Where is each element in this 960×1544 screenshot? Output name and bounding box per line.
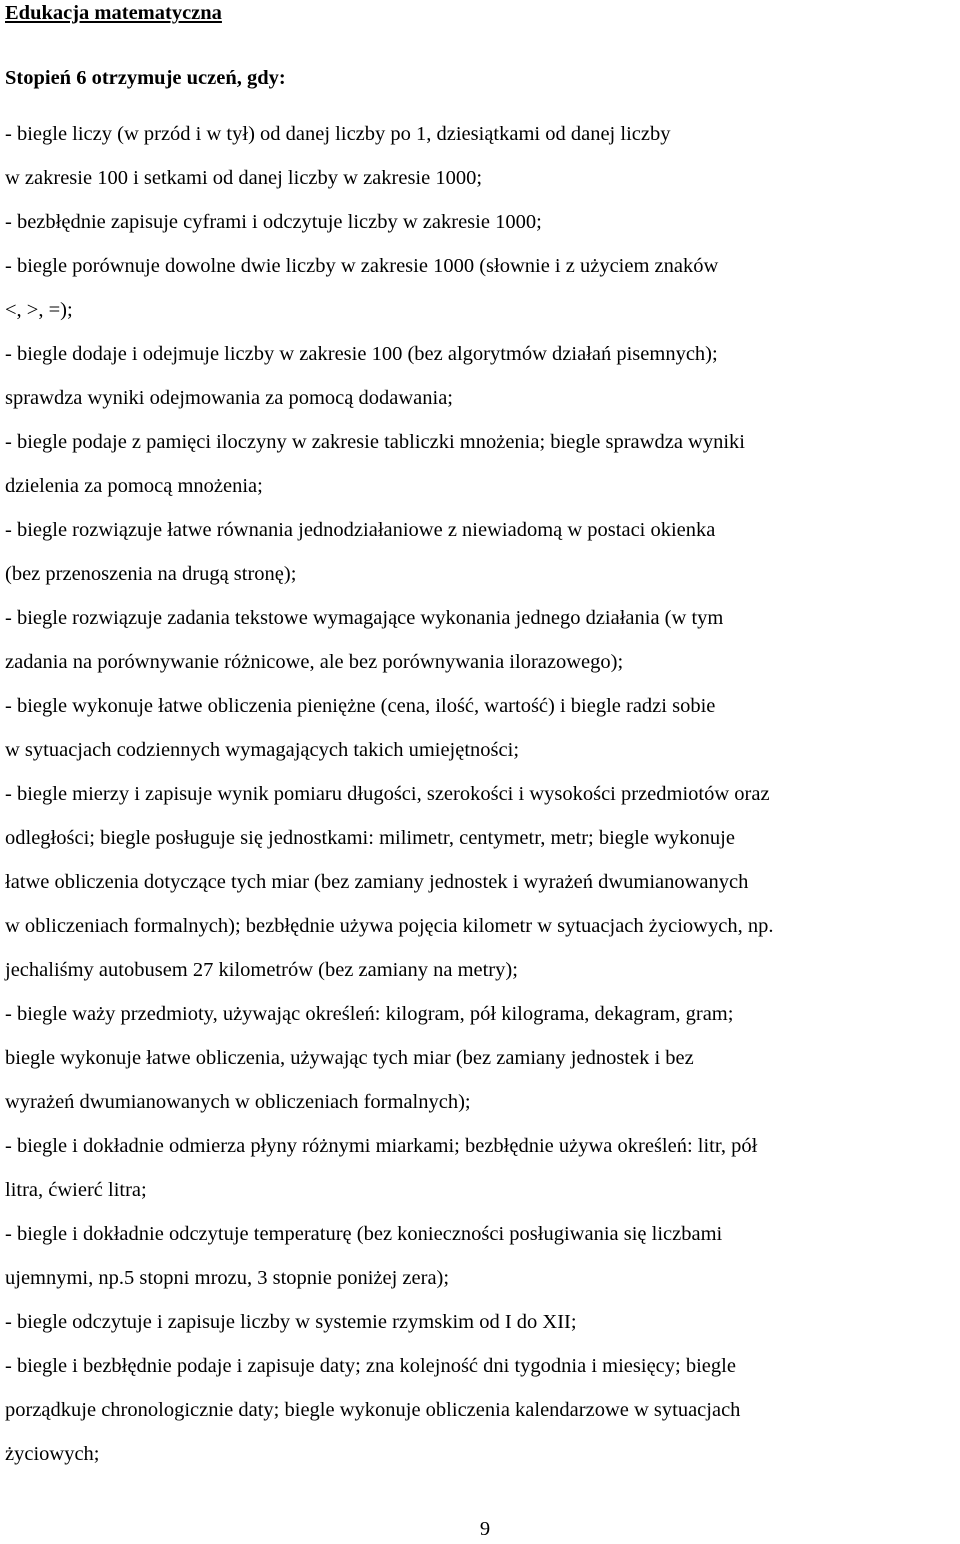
text-line: życiowych; [5,1443,100,1465]
text-line: - biegle waży przedmioty, używając określeń: kilogram, pół kilograma, dekagram, gram; [5,1003,734,1025]
text-line: - biegle wykonuje łatwe obliczenia pieniężne (cena, ilość, wartość) i biegle radzi sobie [5,695,716,717]
section-title: Edukacja matematyczna [5,2,222,24]
text-line: - biegle dodaje i odejmuje liczby w zakresie 100 (bez algorytmów działań pisemnych); [5,343,718,365]
text-line: wyrażeń dwumianowanych w obliczeniach formalnych); [5,1091,471,1113]
text-line: sprawdza wyniki odejmowania za pomocą dodawania; [5,387,453,409]
text-line: - biegle i bezbłędnie podaje i zapisuje daty; zna kolejność dni tygodnia i miesięcy; biegle [5,1355,736,1377]
text-line: w obliczeniach formalnych); bezbłędnie używa pojęcia kilometr w sytuacjach życiowych, np. [5,915,774,937]
text-line: - biegle odczytuje i zapisuje liczby w systemie rzymskim od I do XII; [5,1311,577,1333]
text-line: - biegle porównuje dowolne dwie liczby w zakresie 1000 (słownie i z użyciem znaków [5,255,719,277]
text-line: (bez przenoszenia na drugą stronę); [5,563,297,585]
grade-heading: Stopień 6 otrzymuje uczeń, gdy: [5,67,286,89]
text-line: - biegle rozwiązuje zadania tekstowe wymagające wykonania jednego działania (w tym [5,607,724,629]
text-line: litra, ćwierć litra; [5,1179,147,1201]
text-line: - biegle podaje z pamięci iloczyny w zakresie tabliczki mnożenia; biegle sprawdza wyniki [5,431,745,453]
text-line: - biegle mierzy i zapisuje wynik pomiaru długości, szerokości i wysokości przedmiotów oraz [5,783,770,805]
text-line: w sytuacjach codziennych wymagających takich umiejętności; [5,739,520,761]
text-line: - biegle liczy (w przód i w tył) od danej liczby po 1, dziesiątkami od danej liczby [5,123,671,145]
text-line: odległości; biegle posługuje się jednostkami: milimetr, centymetr, metr; biegle wykonuje [5,827,735,849]
text-line: porządkuje chronologicznie daty; biegle wykonuje obliczenia kalendarzowe w sytuacjach [5,1399,741,1421]
text-line: ujemnymi, np.5 stopni mrozu, 3 stopnie poniżej zera); [5,1267,450,1289]
text-line: jechaliśmy autobusem 27 kilometrów (bez zamiany na metry); [5,959,518,981]
text-line: - biegle i dokładnie odmierza płyny różnymi miarkami; bezbłędnie używa określeń: litr, pół [5,1135,758,1157]
text-line: biegle wykonuje łatwe obliczenia, używając tych miar (bez zamiany jednostek i bez [5,1047,694,1069]
page-number: 9 [479,1518,491,1540]
text-line: - bezbłędnie zapisuje cyframi i odczytuje liczby w zakresie 1000; [5,211,542,233]
text-line: łatwe obliczenia dotyczące tych miar (bez zamiany jednostek i wyrażeń dwumianowanych [5,871,749,893]
text-line: dzielenia za pomocą mnożenia; [5,475,263,497]
text-line: zadania na porównywanie różnicowe, ale bez porównywania ilorazowego); [5,651,624,673]
text-line: w zakresie 100 i setkami od danej liczby w zakresie 1000; [5,167,483,189]
text-line: - biegle i dokładnie odczytuje temperaturę (bez konieczności posługiwania się liczbami [5,1223,723,1245]
text-line: <, >, =); [5,299,73,321]
text-line: - biegle rozwiązuje łatwe równania jednodziałaniowe z niewiadomą w postaci okienka [5,519,716,541]
